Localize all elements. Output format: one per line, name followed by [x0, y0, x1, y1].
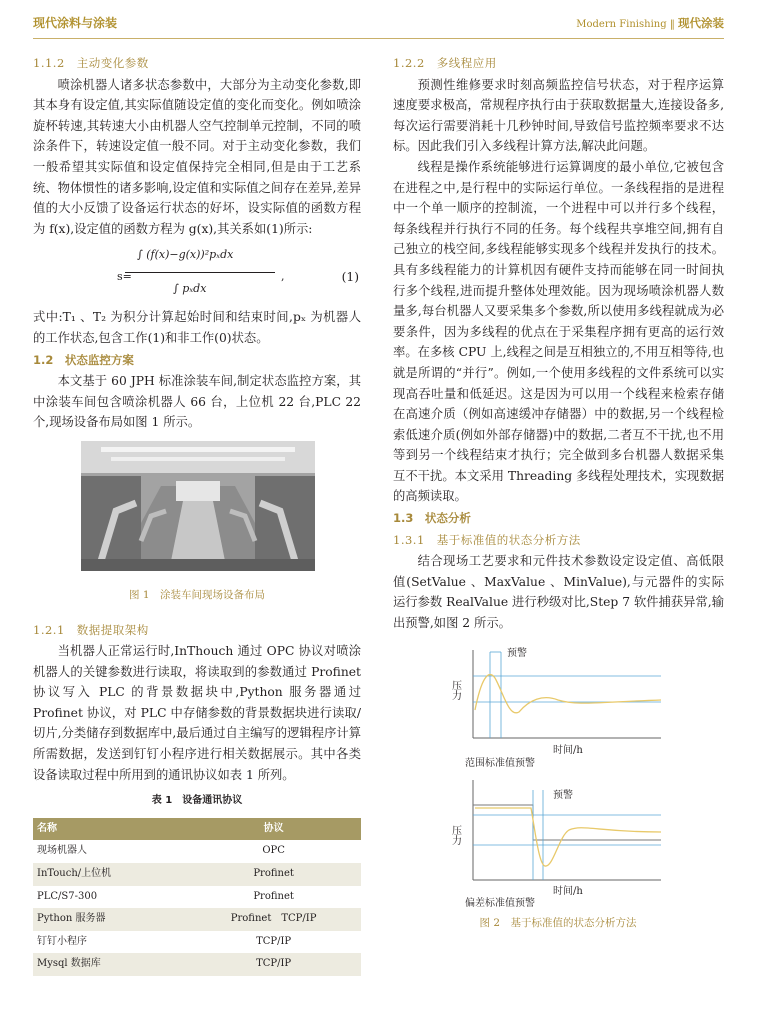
- right-column: [393, 52, 724, 930]
- table-cell-device: InTouch/上位机: [33, 863, 186, 886]
- section-1-2-2-paragraph-2: 线程是操作系统能够进行运算调度的最小单位,它被包含在进程之中,是行程中的实际运行单位。一条线程指的是进程中一个单一顺序的控制流，一个进程中可以并行多个线程，每条线程并行执行不同的任务。每个线程共享堆空间,拥有自己独立的栈空间,多线程能够实现多个线程并发执行的技术。具有多线程能力的计算机因有硬件支持而能够在同一时间执行多个线程,进而提升整体处理效能。因为现场喷涂机器人数量多,每台机器人又要采集多个参数,所以使用多线程就成为必要条件，因为多线程的优点在于采集程序拥有更高的运行效率。在多核 CPU 上,线程之间是互相独立的,不用互相等待,也就是所谓的“并行”。例如,一个使用多线程的文件系统可以实现高吞吐量和低延迟。这是因为可以用一个线程来检索存储在高速介质（例如高速缓冲存储器）中的数据,另一个线程检索低速介质(例如外部存储器)中的数据,二者互不干扰,也不用等到另一个线程结束才执行；完全做到多台机器人数据采集互不干扰。本文采用 Threading 多线程处理技术，实现数据的高频读取。: [393, 159, 724, 504]
- table-cell-device: 钉钉小程序: [37, 935, 87, 947]
- table-cell-device: Mysql 数据库: [33, 953, 186, 976]
- chart2-subtitle: 偏差标准值预警: [465, 897, 535, 909]
- table-1: [33, 791, 361, 976]
- journal-title-right: [576, 15, 724, 31]
- chart1-alarm-label: 预警: [507, 647, 527, 659]
- journal-title-en: Modern Finishing: [576, 19, 667, 30]
- section-1-3-1-title: 1.3.1 基于标准值的状态分析方法: [393, 532, 581, 547]
- figure-2-diagram: [393, 640, 724, 930]
- section-1-2-2-paragraph-1: 预测性维修要求时刻高频监控信号状态，对于程序运算速度要求极高，常规程序执行由于获取数据量大,连接设备多,每次运行需要消耗十几秒钟时间,导致信号监控频率要求不达标。因此我们引入多线程计算方法,解决此问题。: [393, 77, 724, 154]
- table-row: [33, 953, 361, 976]
- section-1-2-title: 1.2 状态监控方案: [33, 352, 134, 367]
- journal-title-cn: 现代涂料与涂装: [33, 16, 118, 30]
- table-cell-protocol: Profinet: [253, 890, 294, 902]
- chart2-setpoint-line: [473, 805, 661, 840]
- chart1-subtitle: 范围标准值预警: [465, 757, 535, 769]
- figure-2-caption: 图 2 基于标准值的状态分析方法: [479, 916, 637, 929]
- equation-number: (1): [341, 270, 359, 285]
- chart1-y-label: 压力: [449, 679, 461, 700]
- table-header-protocol: 协议: [186, 818, 361, 841]
- chart1-x-label: 时间/h: [553, 744, 583, 756]
- section-1-2-paragraph-1: 本文基于 60 JPH 标准涂装车间,制定状态监控方案，其中涂装车间包含喷涂机器人 66 台，上位机 22 台,PLC 22 个,现场设备布局如图 1 所示。: [33, 374, 361, 430]
- table-cell-protocol: Profinet TCP/IP: [186, 908, 361, 931]
- header-separator: ‖: [669, 19, 675, 30]
- chart-range-alarm: [450, 646, 662, 769]
- table-cell-protocol: OPC: [262, 845, 285, 857]
- section-1-3-1-paragraph-1: 结合现场工艺要求和元件技术参数设定设定值、高低限值(SetValue 、MaxValue 、MinValue),与元器件的实际运行参数 RealValue 进行秒级对比,Step 7 软件捕获异常,输出预警,如图 2 所示。: [393, 554, 724, 631]
- section-1-2-1-paragraph-1: 当机器人正常运行时,InThouch 通过 OPC 协议对喷涂机器人的关键参数进行读取，将读取到的参数通过 Profinet 协议写入 PLC 的背景数据块中,Python 服务器通过 Profinet 协议，对 PLC 中存储参数的背景数据块进行读取/切片,分类储存到数据库中,最后通过自主编写的逻辑程序计算所需数据，发送到钉钉小程序进行相关数据展示。其中各类设备读取过程中所用到的通讯协议如表 1 所列。: [33, 644, 361, 782]
- table-row: [33, 886, 361, 909]
- section-1-3-title: 1.3 状态分析: [393, 511, 471, 526]
- section-1-1-2-paragraph-2: 式中:T₁ 、T₂ 为积分计算起始时间和结束时间,pₓ 为机器人的工作状态,包含工作(1)和非工作(0)状态。: [33, 310, 361, 345]
- figure-1-photo: [81, 441, 315, 571]
- table-1-caption: 表 1 设备通讯协议: [151, 795, 243, 807]
- table-cell-device: 现场机器人: [37, 845, 87, 857]
- table-header-name: 名称: [33, 818, 186, 841]
- left-column: [33, 52, 361, 976]
- equation-numerator: ∫ (f(x)−g(x))²pₓdx: [137, 248, 234, 262]
- paint-booth-photo-illustration: [81, 441, 315, 571]
- section-1-2-2-title: 1.2.2 多线程应用: [393, 56, 497, 70]
- equation-1: [33, 239, 361, 307]
- section-1-1-2-paragraph-1: 喷涂机器人诸多状态参数中，大部分为主动变化参数,即其本身有设定值,其实际值随设定值的变化而变化。例如喷涂旋杯转速,其转速大小由机器人空气控制单元控制，不同的喷涂条件下，转速设定值一般不同。对于主动变化参数，我们一般希望其实际值和设定值保持完全相同,但是由于工艺系统、物体惯性的诸多影响,设定值和实际值之间存在差异,差异值的大小反馈了设备运行状态的好坏，设实际值的函数方程为 f(x),设定值的函数方程为 g(x),其关系如(1)所示:: [33, 77, 361, 236]
- table-row: [33, 908, 361, 931]
- table-header-row: [33, 818, 361, 841]
- chart2-x-label: 时间/h: [553, 885, 583, 897]
- table-cell-device: PLC/S7-300: [37, 890, 98, 902]
- table-cell-device: Python 服务器: [33, 908, 186, 931]
- section-1-2-1-title: 1.2.1 数据提取架构: [33, 622, 149, 637]
- equation-comma: ,: [281, 270, 285, 284]
- table-cell-protocol: TCP/IP: [256, 935, 292, 947]
- chart2-alarm-label: 预警: [553, 789, 573, 801]
- chart-deviation-alarm: [450, 780, 662, 909]
- section-1-1-2-title: 1.1.2 主动变化参数: [33, 56, 149, 70]
- table-row: [33, 840, 361, 863]
- equation-denominator: ∫ pₓdx: [173, 282, 207, 296]
- table-row: [33, 863, 361, 886]
- table-cell-protocol: TCP/IP: [186, 953, 361, 976]
- equation-lhs: s=: [117, 270, 132, 284]
- table-cell-protocol: Profinet: [186, 863, 361, 886]
- chart2-signal-curve: [475, 808, 661, 866]
- table-row: [33, 931, 361, 954]
- figure-1-caption: 图 1 涂装车间现场设备布局: [128, 588, 266, 601]
- chart1-signal-curve: [475, 674, 661, 712]
- chart2-y-label: 压力: [449, 824, 461, 845]
- journal-title-cn-2: 现代涂装: [678, 16, 724, 30]
- header-rule: [33, 38, 724, 39]
- equation-fraction-bar: [125, 272, 275, 273]
